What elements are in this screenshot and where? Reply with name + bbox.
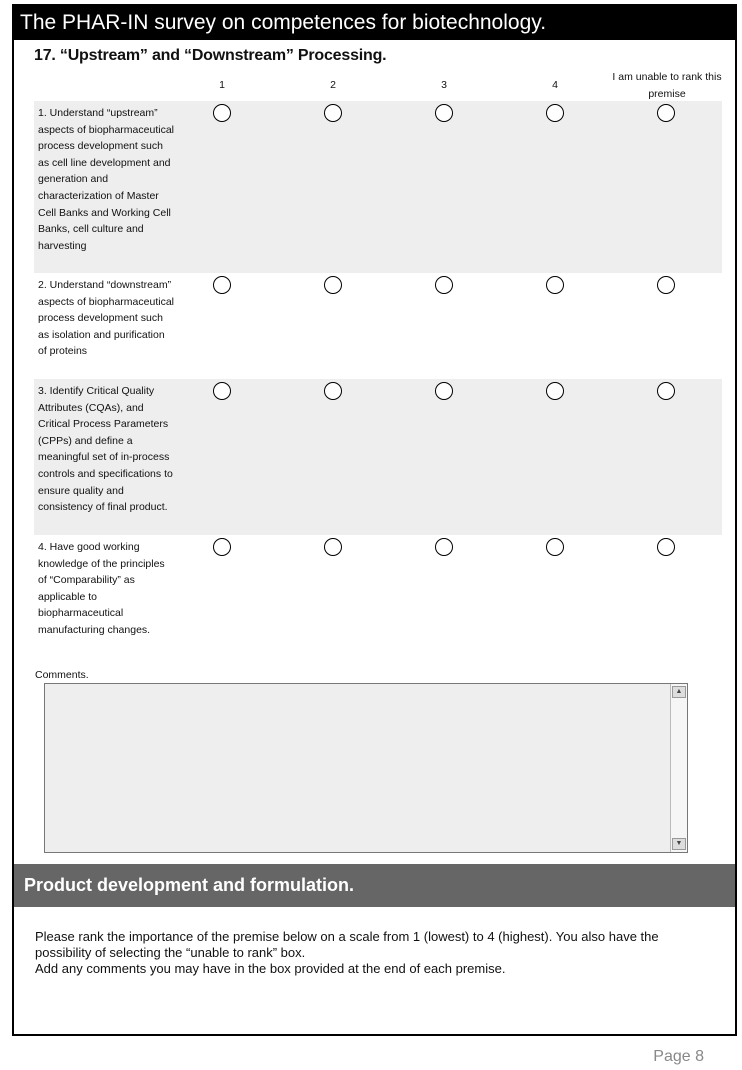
premise-text-3: 3. Identify Critical Quality Attributes (CQAs), and Critical Process Parameters (CPPs) and define a meaningful set of in-process controls and specifications to ensure quality and consistency of final product.	[38, 385, 173, 514]
scroll-down-arrow-icon[interactable]: ▼	[672, 838, 686, 850]
premise-4-option-4-radio[interactable]	[546, 538, 564, 556]
survey-title: The PHAR-IN survey on competences for biotechnology.	[14, 6, 735, 40]
premise-text-1: 1. Understand “upstream” aspects of biopharmaceutical process development such as cell line development and generation and characterization of Master Cell Banks and Working Cell Banks, cell culture and harvesting	[38, 107, 174, 252]
premise-4-unable-radio[interactable]	[657, 538, 675, 556]
premise-1-option-2-radio[interactable]	[324, 104, 342, 122]
premise-2-option-3-radio[interactable]	[435, 276, 453, 294]
section-heading: Product development and formulation.	[14, 864, 735, 907]
premise-3-option-4-radio[interactable]	[546, 382, 564, 400]
instruction-line-2: Add any comments you may have in the box provided at the end of each premise.	[35, 961, 506, 976]
premise-2-option-4-radio[interactable]	[546, 276, 564, 294]
premise-3-option-2-radio[interactable]	[324, 382, 342, 400]
comments-scrollbar[interactable]	[670, 684, 687, 852]
column-header-1: 1	[219, 79, 225, 91]
question-title: 17. “Upstream” and “Downstream” Processing.	[34, 47, 387, 64]
premise-1-option-4-radio[interactable]	[546, 104, 564, 122]
premise-text-2: 2. Understand “downstream” aspects of biopharmaceutical process development such as isolation and purification of proteins	[38, 279, 174, 358]
page-number: Page 8	[653, 1048, 704, 1065]
premise-1-option-1-radio[interactable]	[213, 104, 231, 122]
column-header-2: 2	[330, 79, 336, 91]
column-header-unable: I am unable to rank this premise	[612, 71, 722, 100]
column-header-3: 3	[441, 79, 447, 91]
scroll-up-arrow-icon[interactable]: ▲	[672, 686, 686, 698]
comments-textarea[interactable]	[44, 683, 688, 853]
premise-row-3	[34, 379, 722, 535]
section-instructions	[35, 929, 715, 977]
premise-4-option-3-radio[interactable]	[435, 538, 453, 556]
survey-page-frame	[12, 4, 737, 1036]
premise-2-option-2-radio[interactable]	[324, 276, 342, 294]
premise-row-4	[34, 535, 722, 659]
premise-4-option-1-radio[interactable]	[213, 538, 231, 556]
column-header-4: 4	[552, 79, 558, 91]
comments-label: Comments.	[35, 669, 89, 681]
premise-3-option-1-radio[interactable]	[213, 382, 231, 400]
premise-2-option-1-radio[interactable]	[213, 276, 231, 294]
premise-3-option-3-radio[interactable]	[435, 382, 453, 400]
premise-1-option-3-radio[interactable]	[435, 104, 453, 122]
premise-row-1	[34, 101, 722, 273]
premise-row-2	[34, 273, 722, 379]
instruction-line-1: Please rank the importance of the premise below on a scale from 1 (lowest) to 4 (highest). You also have the possibility of selecting the “unable to rank” box.	[35, 929, 659, 960]
premise-2-unable-radio[interactable]	[657, 276, 675, 294]
premise-4-option-2-radio[interactable]	[324, 538, 342, 556]
premise-3-unable-radio[interactable]	[657, 382, 675, 400]
premise-text-4: 4. Have good working knowledge of the principles of “Comparability” as applicable to biopharmaceutical manufacturing changes.	[38, 541, 165, 636]
premise-1-unable-radio[interactable]	[657, 104, 675, 122]
